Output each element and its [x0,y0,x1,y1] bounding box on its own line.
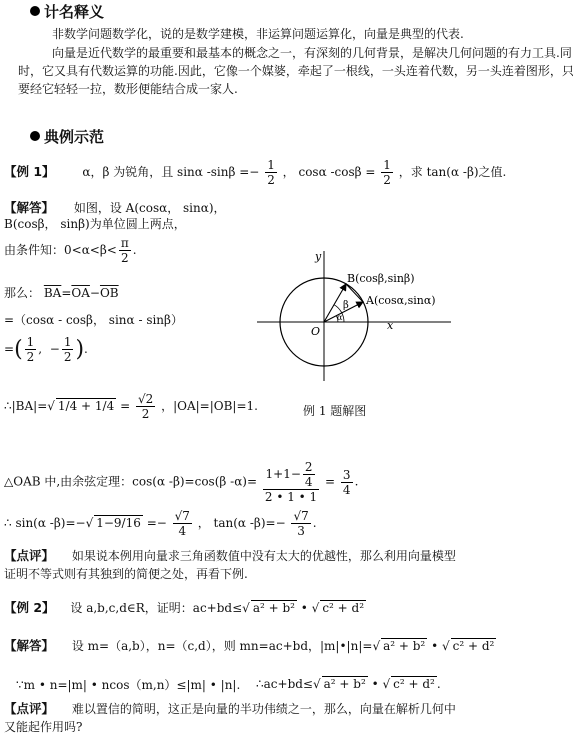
fraction [263,460,319,504]
fraction [136,392,155,421]
punct: . [354,474,359,489]
numerator: 1 [383,158,391,172]
solution-text: ， tan(α -β)=− [197,516,286,530]
bullet-icon [30,6,40,16]
comment-tag: 【点评】 [4,701,55,716]
solution-text: 由条件知：0<α<β< [4,243,117,257]
vector-oa: $\overline{OA}$ [71,286,90,300]
fraction [62,335,74,364]
solution-text: ，|OA|=|OB|=1. [161,399,258,413]
label-point-b: B(cosβ,sinβ) [347,272,415,285]
radical: c² + d² [452,639,495,653]
numerator: 2 [304,460,313,474]
solution-1-line-6: =( $\frac{1}{2}$ , − $\frac{1}{2}$ ). [4,335,88,364]
comment-tag: 【点评】 [4,548,55,563]
numerator: 1 [63,335,72,349]
equals: = [325,474,336,489]
label-alpha: α [337,313,343,322]
radical: a² + b² [323,677,366,691]
fraction [119,236,131,265]
fraction [291,509,310,538]
comment-2 [4,700,459,736]
numerator: √2 [137,392,154,406]
solution-2-line-3: ∴ac+bd≤√ a² + b² • √ c² + d² . [256,677,441,691]
section-heading-examples [30,126,104,147]
fraction [173,509,192,538]
numerator: √7 [293,509,309,523]
numerator [263,460,319,490]
minus: − [49,342,60,356]
fraction [341,468,353,497]
solution-1-line-1 [4,198,226,216]
bullet-icon [30,131,40,141]
denominator: 4 [342,482,351,497]
solution-tag: 【解答】 [4,638,55,653]
fraction [25,335,37,364]
equals: = [120,399,131,413]
label-point-a: A(cosα,sinα) [366,294,436,307]
section-title: 典例示范 [44,128,105,146]
denominator: 3 [297,524,305,538]
denominator: 4 [178,524,187,538]
diagram-caption: 例 1 题解图 [303,404,367,418]
comment-text: 难以置信的简明，这正是向量的半功伟绩之一，那么，向量在解析几何中又能起作用吗? [4,702,456,734]
label-origin: O [311,325,321,338]
denominator: 2 [26,350,35,364]
vector-ba: $\overline{BA}$ [43,286,62,300]
section-title: 计名释义 [44,3,105,21]
example-2: 【例 2】 设 a,b,c,d∈R，证明：ac+bd≤√ a² + b² • √ c² + d² [4,600,365,615]
solution-text: △OAB 中,由余弦定理：cos(α -β)=cos(β -α)= [4,474,258,489]
comment-1 [4,547,459,583]
denominator: 2 • 1 • 1 [264,490,318,504]
example-text: 设 a,b,c,d∈R，证明：ac+bd≤ [70,601,243,615]
numerator: π [120,236,129,250]
numerator-text: 1+1− [265,467,301,481]
numerator: 1 [267,158,275,172]
radical: a² + b² [252,601,295,615]
example-text: α，β 为锐角，且 sinα -sinβ =− [82,165,260,179]
solution-2-line-1: 【解答】 设 m=（a,b），n=（c,d），则 mn=ac+bd，|m|•|n|=√ a² + b² • √ c² + d² [4,638,495,653]
solution-text: ∴ac+bd≤ [256,677,313,691]
solution-text: 如图，设 A(cosα， sinα)， [73,201,226,215]
vector-ob: $\overline{OB}$ [99,286,119,300]
label-y: y [315,250,322,263]
unit-circle-diagram [255,245,455,385]
punct: . [132,243,137,257]
radical: a² + b² [383,639,426,653]
paragraph-1: 非数学问题数学化，说的是数学建模，非运算问题运算化，向量是典型的代表. [52,27,464,41]
solution-1-line-5: =（cosα - cosβ， sinα - sinβ） [4,313,183,327]
dot: • [300,601,308,615]
denominator: 2 [267,173,275,187]
example-1 [4,158,506,187]
section-heading-concept [30,1,104,22]
radical: c² + d² [322,601,365,615]
radical: 1−9/16 [96,516,141,530]
denominator: 2 [63,350,72,364]
dot: • [371,677,379,691]
punct: . [312,516,317,530]
example-text: ，求 tan(α -β)之值. [398,165,507,179]
solution-2-line-2: ∵m • n=|m| • ncos（m,n）≤|m| • |n|. [16,678,241,692]
numerator: √7 [174,509,190,523]
denominator: 2 [120,251,129,265]
denominator: 4 [304,475,313,489]
fraction [303,460,315,489]
label-beta: β [343,300,349,311]
solution-text: 设 m=（a,b），n=（c,d），则 mn=ac+bd，|m|•|n|= [71,639,373,653]
denominator: 2 [383,173,391,187]
solution-1-line-3 [4,236,137,265]
label-x: x [387,319,394,332]
solution-text: 那么： [4,286,41,300]
punct: . [436,677,441,691]
denominator: 2 [141,407,150,421]
fraction [265,158,277,187]
solution-1-line-2: B(cosβ， sinβ)为单位圆上两点， [4,217,186,231]
solution-1-line-9: ∴ sin(α -β)=−√ 1−9/16 =− $\frac{√7}{4}$ ， tan(α -β)=− $\frac{√7}{3}$ . [4,509,317,538]
comment-text: 如果说本例用向量求三角函数值中没有太大的优越性，那么利用向量模型证明不等式则有其独到的简便之处，再看下例. [4,549,456,581]
equals: =− [146,516,167,530]
radical: c² + d² [393,677,435,691]
solution-tag: 【解答】 [4,200,55,215]
example-text: ， cosα -cosβ = [282,165,376,179]
solution-text: ∴ sin(α -β)=− [4,516,86,530]
dot: • [431,639,439,653]
example-tag: 【例 1】 [4,164,55,179]
solution-1-line-4: 那么： $\overline{BA}=\overline{OA}-\overline{OB}$ [4,286,119,300]
numerator: 3 [342,467,351,482]
fraction [381,158,393,187]
radical: 1/4 + 1/4 [57,399,115,413]
numerator: 1 [26,335,35,349]
solution-text: ∴|BA|= [4,399,48,413]
solution-1-line-7: ∴|BA|=√ 1/4 + 1/4 = $\frac{√2}{2}$ ，|OA|=|OB|=1. [4,392,258,421]
example-tag: 【例 2】 [4,600,55,615]
paragraph-2: 向量是近代数学的最重要和最基本的概念之一，有深刻的几何背景，是解决几何问题的有力工具.同时，它又具有代数运算的功能.因此，它像一个媒婆，牵起了一根线，一头连着代数，另一头连着图形，只要经它轻轻一拉，数形便能结合成一家人. [18,46,574,96]
solution-1-line-8 [4,460,358,504]
